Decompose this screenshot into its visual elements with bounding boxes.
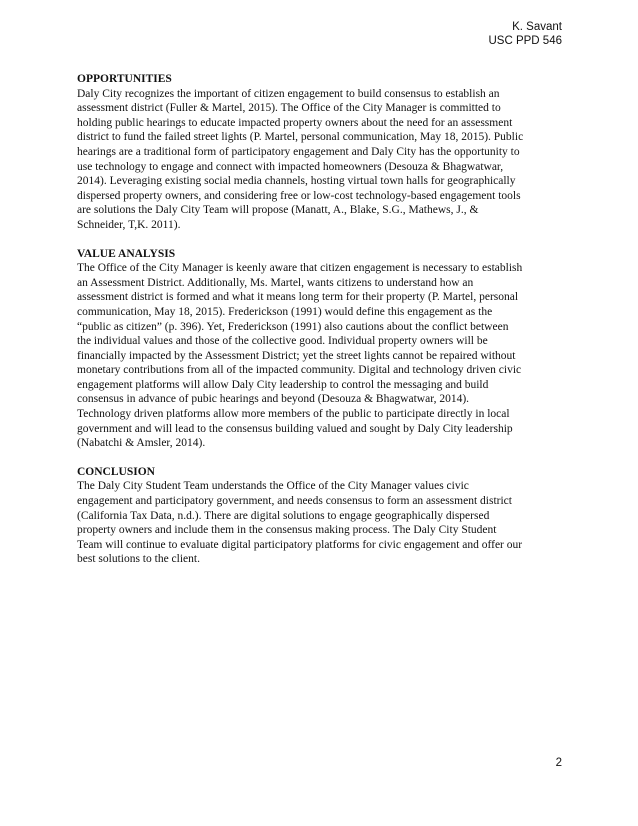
text-line: an Assessment District. Additionally, Ms. Martel, wants citizens to understand how an <box>77 276 474 289</box>
text-line: 2014). Leveraging existing social media channels, hosting virtual town halls for geographically <box>77 175 516 188</box>
text-line: (Nabatchi & Amsler, 2014). <box>77 437 206 450</box>
text-line: hearings are a traditional form of participatory engagement and Daly City has the opportunity to <box>77 145 520 158</box>
text-line: use technology to engage and connect with impacted homeowners (Desouza & Bhagwatwar, <box>77 160 504 173</box>
text-line: monetary contributions from all of the impacted community. Digital and technology driven civic <box>77 364 522 377</box>
text-line: government and will lead to the consensus building valued and sought by Daly City leadership <box>77 422 513 435</box>
text-line: engagement and participatory government, and needs consensus to form an assessment district <box>77 495 512 508</box>
section-value-analysis <box>77 247 563 451</box>
author-name: K. Savant <box>512 21 562 33</box>
course-code: USC PPD 546 <box>488 35 562 47</box>
text-line: best solutions to the client. <box>77 553 200 566</box>
text-line: consensus in advance of pubic hearings and beyond (Desouza & Bhagwatwar, 2014). <box>77 393 470 406</box>
text-line: The Office of the City Manager is keenly aware that citizen engagement is necessary to establish <box>77 262 523 275</box>
page-header <box>488 20 562 48</box>
page-number: 2 <box>555 757 562 769</box>
text-line: communication, May 18, 2015). Frederickson (1991) would define this engagement as the <box>77 305 493 318</box>
text-line: assessment district is formed and what it means long term for their property (P. Martel, personal <box>77 291 519 304</box>
text-line: Team will continue to evaluate digital participatory platforms for civic engagement and offer our <box>77 538 523 551</box>
text-line: property owners and include them in the consensus making process. The Daly City Student <box>77 524 497 537</box>
section-heading: OPPORTUNITIES <box>77 73 172 85</box>
text-line: Technology driven platforms allow more members of the public to participate directly in local <box>77 408 510 421</box>
section-paragraph <box>77 479 563 567</box>
text-line: the individual values and those of the collective good. Individual property owners will be <box>77 335 488 348</box>
document-body <box>77 72 563 581</box>
text-line: dispersed property owners, and considering free or low-cost technology-based engagement tools <box>77 189 521 202</box>
text-line: Daly City recognizes the important of citizen engagement to build consensus to establish an <box>77 87 500 100</box>
section-heading: CONCLUSION <box>77 465 155 478</box>
section-paragraph <box>77 261 563 451</box>
text-line: engagement platforms will allow Daly City leadership to control the messaging and build <box>77 378 489 391</box>
text-line: holding public hearings to educate impacted property owners about the need for an assessment <box>77 116 513 129</box>
section-heading: VALUE ANALYSIS <box>77 247 176 260</box>
text-line: assessment district (Fuller & Martel, 2015). The Office of the City Manager is committed to <box>77 102 501 115</box>
text-line: are solutions the Daly City Team will propose (Manatt, A., Blake, S.G., Mathews, J., & <box>77 204 479 217</box>
text-line: financially impacted by the Assessment District; yet the street lights cannot be repaired without <box>77 349 516 362</box>
text-line: Schneider, T,K. 2011). <box>77 218 181 231</box>
section-paragraph <box>77 87 563 233</box>
text-line: “public as citizen” (p. 396). Yet, Frederickson (1991) also cautions about the conflict between <box>77 320 509 333</box>
section-opportunities <box>77 72 563 233</box>
text-line: (California Tax Data, n.d.). There are digital solutions to engage geographically dispersed <box>77 509 490 522</box>
text-line: district to fund the failed street lights (P. Martel, personal communication, May 18, 2015). Public <box>77 131 524 144</box>
text-line: The Daly City Student Team understands the Office of the City Manager values civic <box>77 480 469 493</box>
section-conclusion <box>77 465 563 567</box>
